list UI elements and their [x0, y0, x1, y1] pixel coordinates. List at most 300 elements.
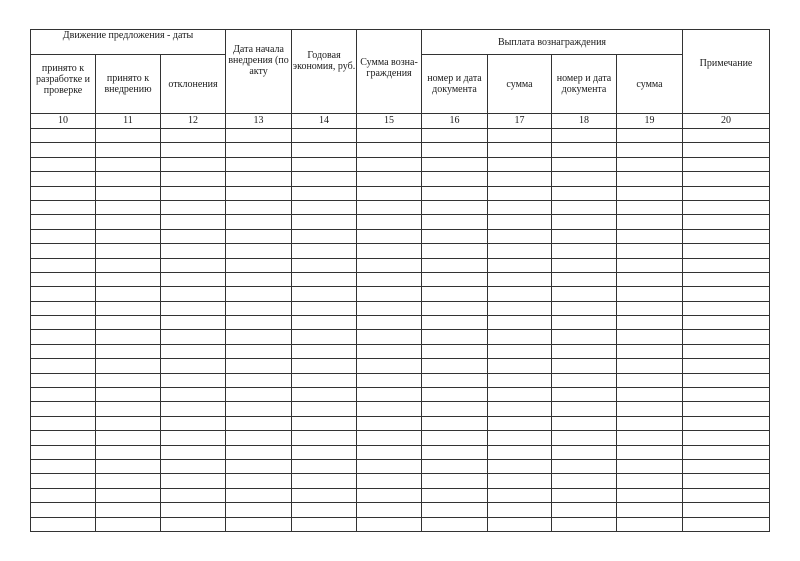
- table-cell[interactable]: [422, 172, 488, 186]
- table-cell[interactable]: [488, 129, 552, 143]
- table-cell[interactable]: [292, 157, 357, 171]
- table-cell[interactable]: [31, 287, 96, 301]
- table-cell[interactable]: [31, 244, 96, 258]
- table-cell[interactable]: [226, 143, 292, 157]
- table-cell[interactable]: [683, 445, 770, 459]
- table-cell[interactable]: [617, 359, 683, 373]
- table-cell[interactable]: [357, 503, 422, 517]
- table-cell[interactable]: [422, 244, 488, 258]
- table-cell[interactable]: [552, 229, 617, 243]
- table-cell[interactable]: [292, 287, 357, 301]
- table-cell[interactable]: [617, 143, 683, 157]
- table-cell[interactable]: [161, 200, 226, 214]
- table-cell[interactable]: [683, 229, 770, 243]
- table-cell[interactable]: [226, 459, 292, 473]
- table-cell[interactable]: [422, 503, 488, 517]
- table-cell[interactable]: [422, 344, 488, 358]
- table-cell[interactable]: [357, 316, 422, 330]
- table-cell[interactable]: [31, 359, 96, 373]
- table-cell[interactable]: [552, 445, 617, 459]
- table-cell[interactable]: [488, 517, 552, 531]
- table-cell[interactable]: [226, 359, 292, 373]
- table-cell[interactable]: [357, 129, 422, 143]
- table-cell[interactable]: [488, 330, 552, 344]
- table-cell[interactable]: [292, 517, 357, 531]
- table-cell[interactable]: [617, 287, 683, 301]
- table-cell[interactable]: [96, 316, 161, 330]
- table-cell[interactable]: [292, 301, 357, 315]
- table-cell[interactable]: [683, 330, 770, 344]
- table-cell[interactable]: [161, 373, 226, 387]
- table-cell[interactable]: [488, 215, 552, 229]
- table-cell[interactable]: [226, 229, 292, 243]
- table-cell[interactable]: [357, 200, 422, 214]
- table-cell[interactable]: [617, 186, 683, 200]
- table-cell[interactable]: [552, 344, 617, 358]
- table-cell[interactable]: [683, 287, 770, 301]
- table-cell[interactable]: [96, 330, 161, 344]
- table-cell[interactable]: [617, 272, 683, 286]
- table-cell[interactable]: [96, 287, 161, 301]
- table-cell[interactable]: [552, 503, 617, 517]
- table-cell[interactable]: [161, 330, 226, 344]
- table-cell[interactable]: [357, 143, 422, 157]
- table-cell[interactable]: [488, 157, 552, 171]
- table-cell[interactable]: [31, 258, 96, 272]
- table-cell[interactable]: [683, 172, 770, 186]
- table-cell[interactable]: [31, 488, 96, 502]
- table-cell[interactable]: [422, 157, 488, 171]
- table-cell[interactable]: [683, 272, 770, 286]
- table-cell[interactable]: [292, 186, 357, 200]
- table-cell[interactable]: [617, 503, 683, 517]
- table-cell[interactable]: [226, 272, 292, 286]
- table-cell[interactable]: [161, 157, 226, 171]
- table-cell[interactable]: [31, 215, 96, 229]
- table-cell[interactable]: [617, 157, 683, 171]
- table-cell[interactable]: [357, 186, 422, 200]
- table-cell[interactable]: [31, 186, 96, 200]
- table-cell[interactable]: [292, 416, 357, 430]
- table-cell[interactable]: [96, 416, 161, 430]
- table-cell[interactable]: [488, 474, 552, 488]
- table-cell[interactable]: [617, 244, 683, 258]
- table-cell[interactable]: [357, 344, 422, 358]
- table-cell[interactable]: [292, 316, 357, 330]
- table-cell[interactable]: [31, 431, 96, 445]
- table-cell[interactable]: [161, 445, 226, 459]
- table-cell[interactable]: [683, 157, 770, 171]
- table-cell[interactable]: [552, 474, 617, 488]
- table-cell[interactable]: [357, 229, 422, 243]
- table-cell[interactable]: [226, 373, 292, 387]
- table-cell[interactable]: [552, 258, 617, 272]
- table-cell[interactable]: [422, 445, 488, 459]
- table-cell[interactable]: [617, 330, 683, 344]
- table-cell[interactable]: [422, 316, 488, 330]
- table-cell[interactable]: [96, 402, 161, 416]
- table-cell[interactable]: [161, 517, 226, 531]
- table-cell[interactable]: [96, 301, 161, 315]
- table-cell[interactable]: [357, 517, 422, 531]
- table-cell[interactable]: [31, 172, 96, 186]
- table-cell[interactable]: [96, 129, 161, 143]
- table-cell[interactable]: [96, 200, 161, 214]
- table-cell[interactable]: [422, 143, 488, 157]
- table-cell[interactable]: [292, 229, 357, 243]
- table-cell[interactable]: [161, 215, 226, 229]
- table-cell[interactable]: [292, 215, 357, 229]
- table-cell[interactable]: [422, 517, 488, 531]
- table-cell[interactable]: [226, 215, 292, 229]
- table-cell[interactable]: [683, 488, 770, 502]
- table-cell[interactable]: [226, 316, 292, 330]
- table-cell[interactable]: [96, 431, 161, 445]
- table-cell[interactable]: [161, 388, 226, 402]
- table-cell[interactable]: [357, 359, 422, 373]
- table-cell[interactable]: [161, 129, 226, 143]
- table-cell[interactable]: [488, 287, 552, 301]
- table-cell[interactable]: [357, 172, 422, 186]
- table-cell[interactable]: [683, 503, 770, 517]
- table-cell[interactable]: [552, 330, 617, 344]
- table-cell[interactable]: [226, 244, 292, 258]
- table-cell[interactable]: [292, 488, 357, 502]
- table-cell[interactable]: [357, 330, 422, 344]
- table-cell[interactable]: [552, 459, 617, 473]
- table-cell[interactable]: [292, 330, 357, 344]
- table-cell[interactable]: [292, 474, 357, 488]
- table-cell[interactable]: [357, 459, 422, 473]
- table-cell[interactable]: [226, 330, 292, 344]
- table-cell[interactable]: [292, 388, 357, 402]
- table-cell[interactable]: [552, 186, 617, 200]
- table-cell[interactable]: [552, 143, 617, 157]
- table-cell[interactable]: [31, 200, 96, 214]
- table-cell[interactable]: [552, 287, 617, 301]
- table-cell[interactable]: [617, 474, 683, 488]
- table-cell[interactable]: [96, 244, 161, 258]
- table-cell[interactable]: [488, 258, 552, 272]
- table-cell[interactable]: [96, 459, 161, 473]
- table-cell[interactable]: [617, 229, 683, 243]
- table-cell[interactable]: [357, 373, 422, 387]
- table-cell[interactable]: [96, 344, 161, 358]
- table-cell[interactable]: [161, 186, 226, 200]
- table-cell[interactable]: [96, 359, 161, 373]
- table-cell[interactable]: [226, 445, 292, 459]
- table-cell[interactable]: [488, 488, 552, 502]
- table-cell[interactable]: [422, 474, 488, 488]
- table-cell[interactable]: [422, 431, 488, 445]
- table-cell[interactable]: [292, 344, 357, 358]
- table-cell[interactable]: [292, 359, 357, 373]
- table-cell[interactable]: [617, 129, 683, 143]
- table-cell[interactable]: [161, 229, 226, 243]
- table-cell[interactable]: [552, 416, 617, 430]
- table-cell[interactable]: [488, 229, 552, 243]
- table-cell[interactable]: [226, 416, 292, 430]
- table-cell[interactable]: [488, 143, 552, 157]
- table-cell[interactable]: [617, 459, 683, 473]
- table-cell[interactable]: [552, 431, 617, 445]
- table-cell[interactable]: [31, 316, 96, 330]
- table-cell[interactable]: [422, 330, 488, 344]
- table-cell[interactable]: [357, 258, 422, 272]
- table-cell[interactable]: [31, 272, 96, 286]
- table-cell[interactable]: [488, 402, 552, 416]
- table-cell[interactable]: [683, 143, 770, 157]
- table-cell[interactable]: [683, 258, 770, 272]
- table-cell[interactable]: [161, 431, 226, 445]
- table-cell[interactable]: [488, 272, 552, 286]
- table-cell[interactable]: [552, 517, 617, 531]
- table-cell[interactable]: [226, 474, 292, 488]
- table-cell[interactable]: [683, 416, 770, 430]
- table-cell[interactable]: [683, 200, 770, 214]
- table-cell[interactable]: [617, 488, 683, 502]
- table-cell[interactable]: [683, 402, 770, 416]
- table-cell[interactable]: [161, 143, 226, 157]
- table-cell[interactable]: [292, 200, 357, 214]
- table-cell[interactable]: [617, 517, 683, 531]
- table-cell[interactable]: [617, 301, 683, 315]
- table-cell[interactable]: [552, 316, 617, 330]
- table-cell[interactable]: [226, 517, 292, 531]
- table-cell[interactable]: [226, 388, 292, 402]
- table-cell[interactable]: [96, 143, 161, 157]
- table-cell[interactable]: [552, 301, 617, 315]
- table-cell[interactable]: [292, 258, 357, 272]
- table-cell[interactable]: [552, 488, 617, 502]
- table-cell[interactable]: [683, 244, 770, 258]
- table-cell[interactable]: [31, 445, 96, 459]
- table-cell[interactable]: [488, 503, 552, 517]
- table-cell[interactable]: [161, 344, 226, 358]
- table-cell[interactable]: [617, 445, 683, 459]
- table-cell[interactable]: [488, 244, 552, 258]
- table-cell[interactable]: [422, 258, 488, 272]
- table-cell[interactable]: [96, 474, 161, 488]
- table-cell[interactable]: [617, 402, 683, 416]
- table-cell[interactable]: [422, 459, 488, 473]
- table-cell[interactable]: [552, 215, 617, 229]
- table-cell[interactable]: [226, 172, 292, 186]
- table-cell[interactable]: [292, 503, 357, 517]
- table-cell[interactable]: [488, 186, 552, 200]
- table-cell[interactable]: [226, 431, 292, 445]
- table-cell[interactable]: [31, 301, 96, 315]
- table-cell[interactable]: [96, 488, 161, 502]
- table-cell[interactable]: [31, 143, 96, 157]
- table-cell[interactable]: [488, 445, 552, 459]
- table-cell[interactable]: [226, 129, 292, 143]
- table-cell[interactable]: [161, 359, 226, 373]
- table-cell[interactable]: [683, 344, 770, 358]
- table-cell[interactable]: [617, 258, 683, 272]
- table-cell[interactable]: [552, 129, 617, 143]
- table-cell[interactable]: [422, 301, 488, 315]
- table-cell[interactable]: [488, 359, 552, 373]
- table-cell[interactable]: [292, 143, 357, 157]
- table-cell[interactable]: [683, 459, 770, 473]
- table-cell[interactable]: [226, 258, 292, 272]
- table-cell[interactable]: [488, 172, 552, 186]
- table-cell[interactable]: [161, 488, 226, 502]
- table-cell[interactable]: [31, 373, 96, 387]
- table-cell[interactable]: [422, 272, 488, 286]
- table-cell[interactable]: [552, 373, 617, 387]
- table-cell[interactable]: [617, 431, 683, 445]
- table-cell[interactable]: [31, 402, 96, 416]
- table-cell[interactable]: [161, 272, 226, 286]
- table-cell[interactable]: [292, 431, 357, 445]
- table-cell[interactable]: [226, 186, 292, 200]
- table-cell[interactable]: [161, 172, 226, 186]
- table-cell[interactable]: [552, 359, 617, 373]
- table-cell[interactable]: [422, 186, 488, 200]
- table-cell[interactable]: [31, 157, 96, 171]
- table-cell[interactable]: [31, 388, 96, 402]
- table-cell[interactable]: [552, 388, 617, 402]
- table-cell[interactable]: [617, 215, 683, 229]
- table-cell[interactable]: [683, 373, 770, 387]
- table-cell[interactable]: [422, 488, 488, 502]
- table-cell[interactable]: [357, 431, 422, 445]
- table-cell[interactable]: [161, 258, 226, 272]
- table-cell[interactable]: [31, 503, 96, 517]
- table-cell[interactable]: [683, 474, 770, 488]
- table-cell[interactable]: [292, 373, 357, 387]
- table-cell[interactable]: [96, 388, 161, 402]
- table-cell[interactable]: [683, 316, 770, 330]
- table-cell[interactable]: [422, 215, 488, 229]
- table-cell[interactable]: [31, 344, 96, 358]
- table-cell[interactable]: [683, 186, 770, 200]
- table-cell[interactable]: [488, 373, 552, 387]
- table-cell[interactable]: [488, 316, 552, 330]
- table-cell[interactable]: [96, 172, 161, 186]
- table-cell[interactable]: [292, 459, 357, 473]
- table-cell[interactable]: [422, 200, 488, 214]
- table-cell[interactable]: [161, 474, 226, 488]
- table-cell[interactable]: [226, 344, 292, 358]
- table-cell[interactable]: [357, 215, 422, 229]
- table-cell[interactable]: [357, 488, 422, 502]
- table-cell[interactable]: [226, 287, 292, 301]
- table-cell[interactable]: [683, 215, 770, 229]
- table-cell[interactable]: [31, 330, 96, 344]
- table-cell[interactable]: [422, 129, 488, 143]
- table-cell[interactable]: [357, 272, 422, 286]
- table-cell[interactable]: [292, 402, 357, 416]
- table-cell[interactable]: [161, 459, 226, 473]
- table-cell[interactable]: [31, 416, 96, 430]
- table-cell[interactable]: [31, 517, 96, 531]
- table-cell[interactable]: [357, 402, 422, 416]
- table-cell[interactable]: [617, 388, 683, 402]
- table-cell[interactable]: [161, 402, 226, 416]
- table-cell[interactable]: [357, 474, 422, 488]
- table-cell[interactable]: [422, 287, 488, 301]
- table-cell[interactable]: [422, 359, 488, 373]
- table-cell[interactable]: [357, 388, 422, 402]
- table-cell[interactable]: [31, 129, 96, 143]
- table-cell[interactable]: [357, 301, 422, 315]
- table-cell[interactable]: [96, 215, 161, 229]
- table-cell[interactable]: [617, 200, 683, 214]
- table-cell[interactable]: [552, 157, 617, 171]
- table-cell[interactable]: [226, 503, 292, 517]
- table-cell[interactable]: [488, 431, 552, 445]
- table-cell[interactable]: [226, 402, 292, 416]
- table-cell[interactable]: [226, 488, 292, 502]
- table-cell[interactable]: [552, 200, 617, 214]
- table-cell[interactable]: [617, 373, 683, 387]
- table-cell[interactable]: [96, 503, 161, 517]
- table-cell[interactable]: [683, 388, 770, 402]
- table-cell[interactable]: [161, 503, 226, 517]
- table-cell[interactable]: [31, 459, 96, 473]
- table-cell[interactable]: [96, 272, 161, 286]
- table-cell[interactable]: [683, 129, 770, 143]
- table-cell[interactable]: [617, 172, 683, 186]
- table-cell[interactable]: [96, 157, 161, 171]
- table-cell[interactable]: [161, 416, 226, 430]
- table-cell[interactable]: [161, 244, 226, 258]
- table-cell[interactable]: [292, 172, 357, 186]
- table-cell[interactable]: [683, 431, 770, 445]
- table-cell[interactable]: [96, 373, 161, 387]
- table-cell[interactable]: [96, 445, 161, 459]
- table-cell[interactable]: [357, 287, 422, 301]
- table-cell[interactable]: [292, 445, 357, 459]
- table-cell[interactable]: [292, 244, 357, 258]
- table-cell[interactable]: [552, 402, 617, 416]
- table-cell[interactable]: [422, 402, 488, 416]
- table-cell[interactable]: [31, 474, 96, 488]
- table-cell[interactable]: [683, 301, 770, 315]
- table-cell[interactable]: [31, 229, 96, 243]
- table-cell[interactable]: [552, 272, 617, 286]
- table-cell[interactable]: [552, 172, 617, 186]
- table-cell[interactable]: [488, 416, 552, 430]
- table-cell[interactable]: [226, 200, 292, 214]
- table-cell[interactable]: [683, 359, 770, 373]
- table-cell[interactable]: [357, 244, 422, 258]
- table-cell[interactable]: [357, 445, 422, 459]
- table-cell[interactable]: [96, 517, 161, 531]
- table-cell[interactable]: [488, 301, 552, 315]
- table-cell[interactable]: [617, 316, 683, 330]
- table-cell[interactable]: [292, 129, 357, 143]
- table-cell[interactable]: [96, 258, 161, 272]
- table-cell[interactable]: [488, 388, 552, 402]
- table-cell[interactable]: [488, 344, 552, 358]
- table-cell[interactable]: [617, 416, 683, 430]
- table-cell[interactable]: [96, 186, 161, 200]
- table-cell[interactable]: [422, 416, 488, 430]
- table-cell[interactable]: [161, 287, 226, 301]
- table-cell[interactable]: [226, 301, 292, 315]
- table-cell[interactable]: [422, 373, 488, 387]
- table-cell[interactable]: [422, 229, 488, 243]
- table-cell[interactable]: [552, 244, 617, 258]
- table-cell[interactable]: [226, 157, 292, 171]
- table-cell[interactable]: [357, 157, 422, 171]
- table-cell[interactable]: [617, 344, 683, 358]
- table-cell[interactable]: [488, 459, 552, 473]
